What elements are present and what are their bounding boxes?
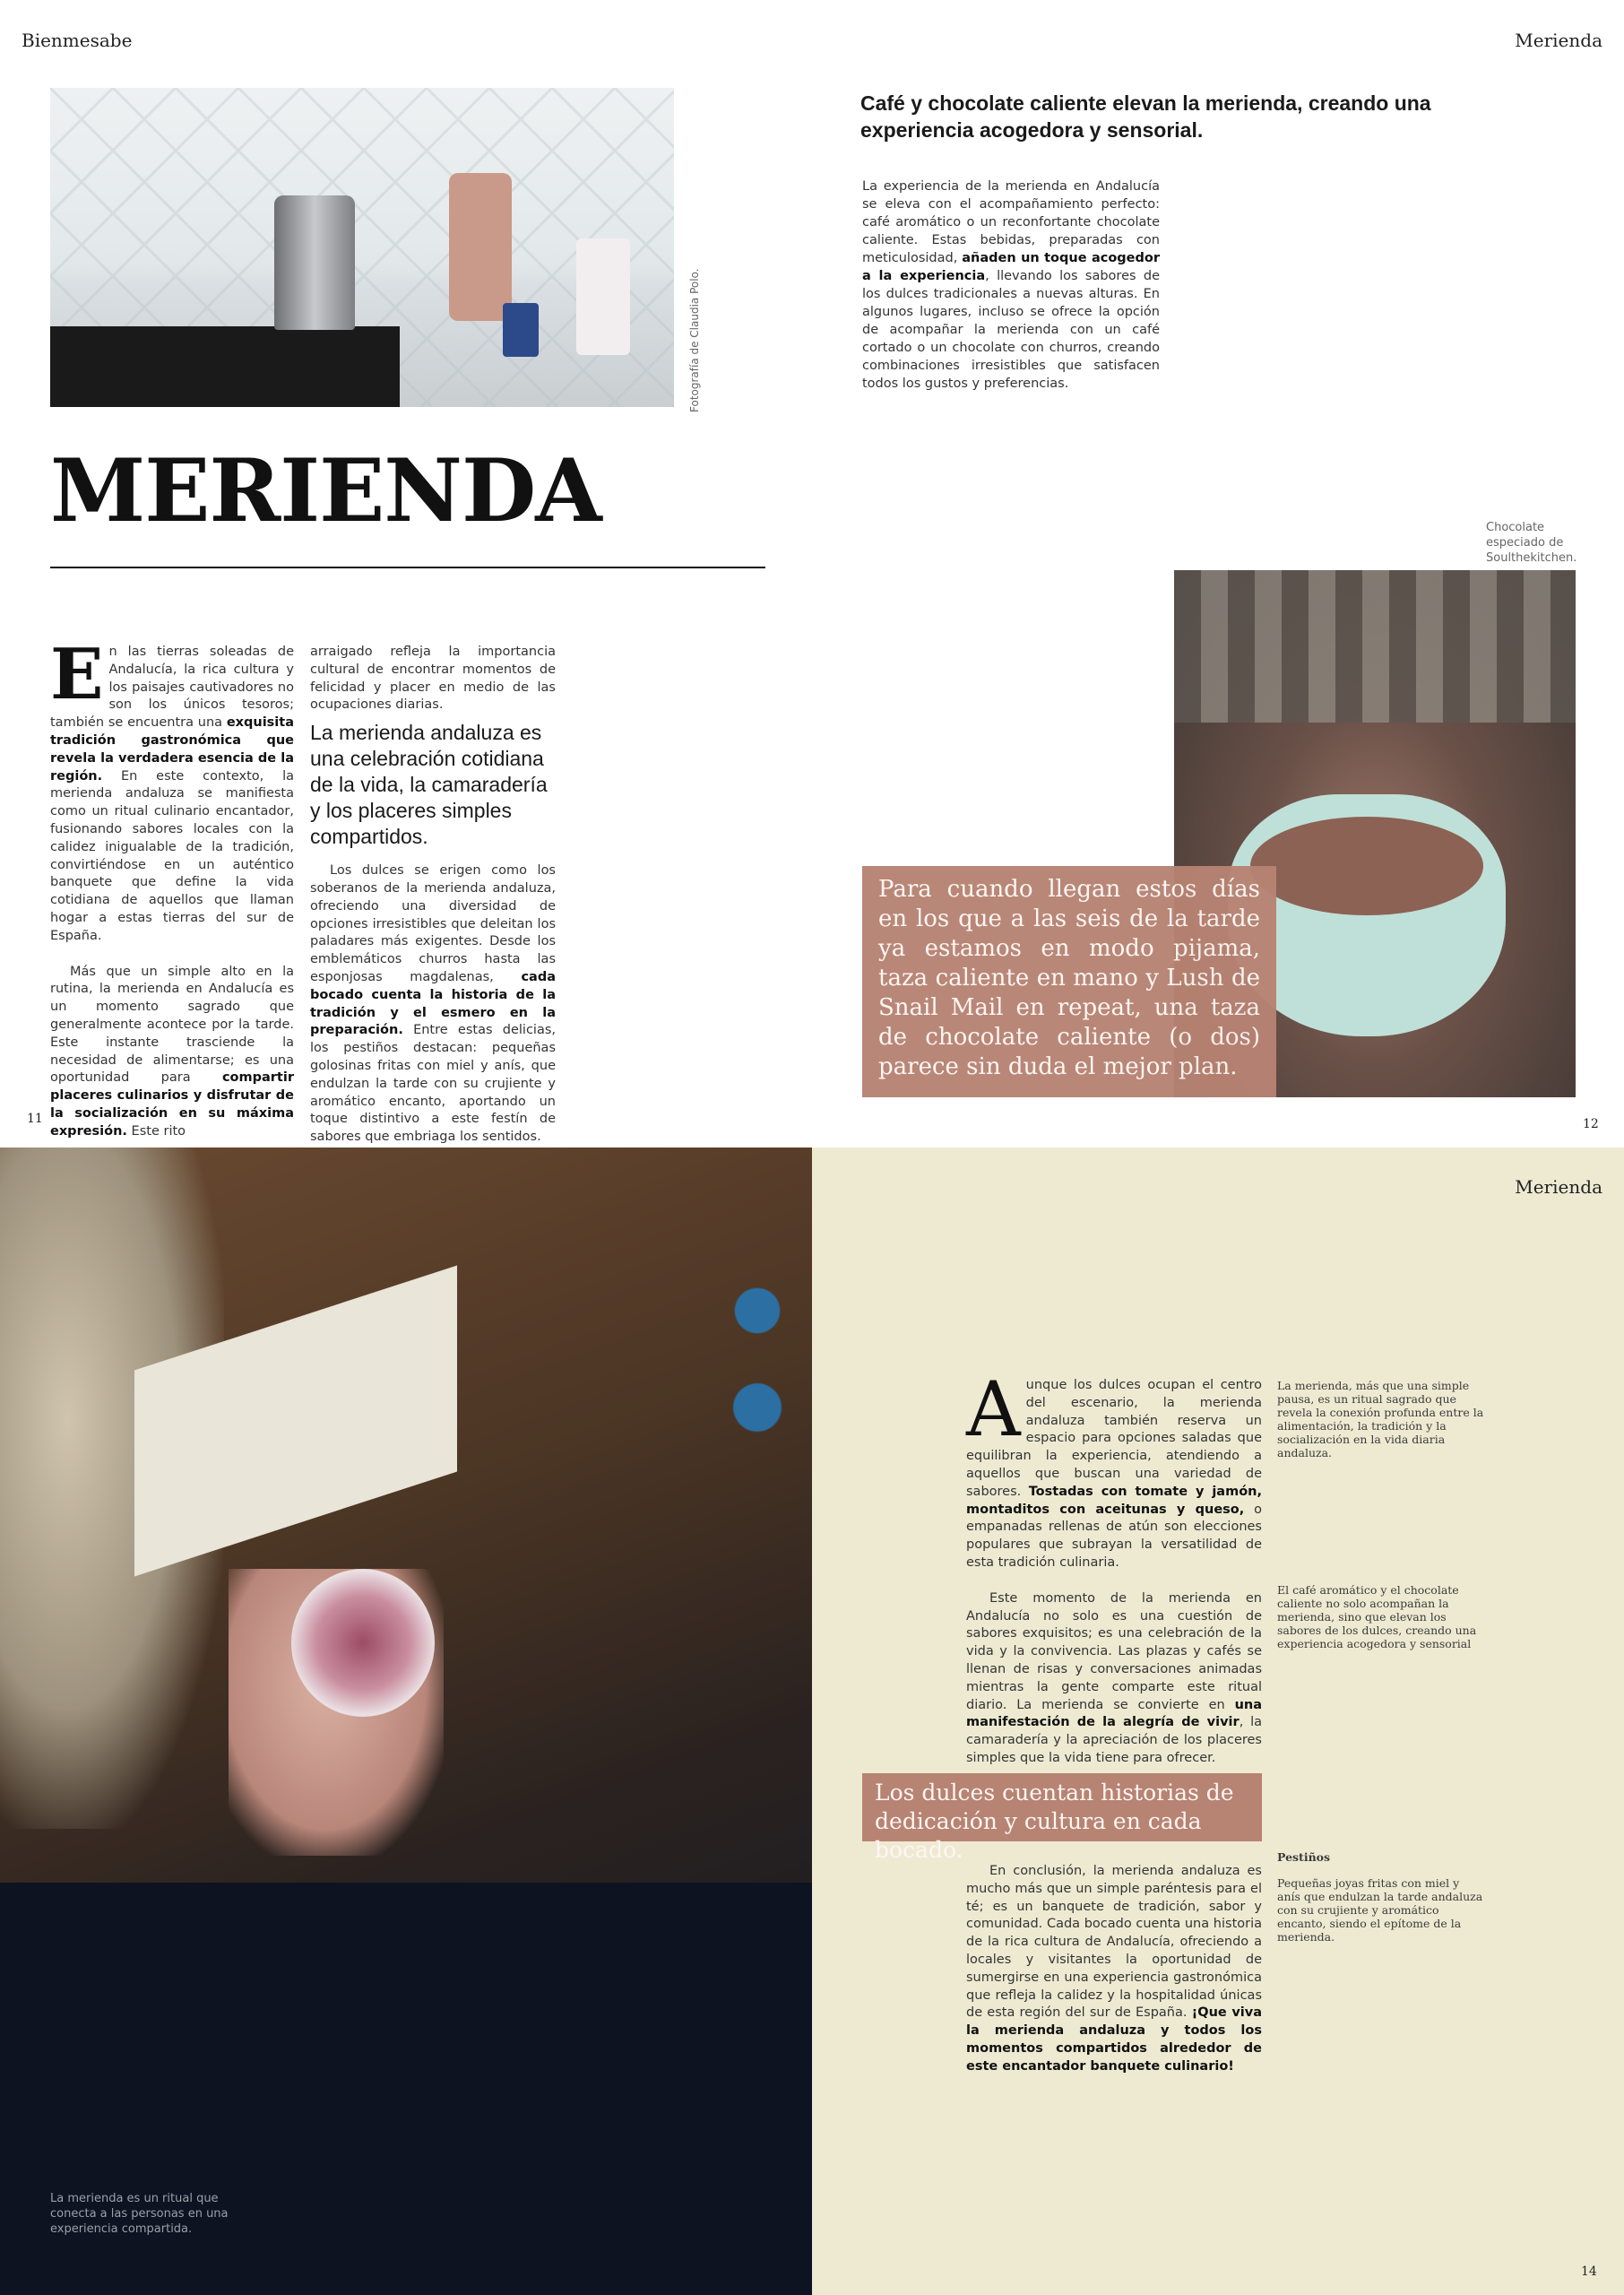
section-name-page-14: Merienda — [1515, 1176, 1602, 1198]
side-note-3: Pestiños Pequeñas joyas fritas con miel y anís que endulzan la tarde andaluza con su crujiente y aromático encanto, siendo el epítome de la merienda. — [1277, 1850, 1485, 1944]
article-column-3: Aunque los dulces ocupan el centro del escenario, la merienda andaluza también reserva un espacio para opciones saladas que equilibran la experiencia, atendiendo a aquellos que buscan una variedad de sabores. Tostadas con tomate y jamón, montaditos con aceitunas y queso, o empanadas rellenas de atún son elecciones populares que subrayan la versatilidad de esta tradición culinaria. Este momento de la merienda en Andalucía no solo es una cuestión de sabores exquisitos; es una celebración de la vida y la convivencia. Las plazas y cafés se llenan de risas y conversaciones animadas mientras la gente comparte este ritual diario. La merienda se convierte en una manifestación de la alegría de vivir, la camaradería y la apreciación de los placeres simples que la vida tiene para ofrecer. — [966, 1365, 1262, 1765]
chocolate-photo-caption: Chocolate especiado de Soulthekitchen. — [1486, 521, 1577, 565]
side-note-2: El café aromático y el chocolate caliente no solo acompañan la merienda, sino que elevan los sabores de los dulces, creando una experiencia acogedora y sensorial — [1277, 1583, 1477, 1650]
side-note-1: La merienda, más que una simple pausa, es un ritual sagrado que revela la conexión profunda entre la alimentación, la tradición y la socialización en la vida diaria andaluza. — [1277, 1379, 1484, 1459]
kitchen-coffee-maker-photo — [50, 88, 674, 407]
photo-credit: Fotografía de Claudia Polo. — [688, 268, 701, 412]
intro-paragraph: La experiencia de la merienda en Andalucía se eleva con el acompañamiento perfecto: café aromático o un reconfortante chocolate caliente. Estas bebidas, preparadas con meticulosidad, añaden un toque acogedor a la experiencia, llevando los sabores de los dulces tradicionales a nuevas alturas. En algunos lugares, incluso se ofrece la opción de acompañar la merienda con un café cortado o un chocolate con churros, creando combinaciones irresistibles que satisfacen todos los gustos y preferencias. — [862, 179, 1160, 391]
section-subtitle: Café y chocolate caliente elevan la merienda, creando una experiencia acogedora y sensorial. — [860, 91, 1431, 142]
title-divider — [50, 567, 765, 568]
article-column-1: En las tierras soleadas de Andalucía, la rica cultura y los paisajes cautivadores no son los únicos tesoros; también se encuentra una exquisita tradición gastronómica que revela la verdadera esencia de la región. En este contexto, la merienda andaluza se manifiesta como un ritual culinario encantador, fusionando sabores locales con la calidez inigualable de la tradición, convirtiéndose en un auténtico banquete que define la vida cotidiana de aquellos que llaman hogar a estas tierras del sur de España. Más que un simple alto en la rutina, la merienda en Andalucía es un momento sagrado que generalmente acontece por la tarde. Este instante trasciende la necesidad de alimentarse; es una oportunidad para compartir placeres culinarios y disfrutar de la socialización en su máxima expresión. Este rito — [50, 634, 294, 1139]
drop-cap-a: A — [966, 1365, 1021, 1453]
article-column-4: En conclusión, la merienda andaluza es mucho más que un simple paréntesis para el té; es un banquete de tradición, sabor y comunidad. Cada bocado cuenta una historia de la rica cultura de Andalucía, ofreciendo a locales y visitantes la oportunidad de sumergirse en una experiencia gastronómica que refleja la calidez y la hospitalidad únicas de esta región del sur de España. ¡Que viva la merienda andaluza y todos los momentos compartidos alrededor de este encantador banquete culinario! — [966, 1864, 1262, 2074]
section-name: Merienda — [1515, 30, 1602, 51]
highlight-quote-box-2: Los dulces cuentan historias de dedicación y cultura en cada bocado. — [862, 1773, 1262, 1841]
side-note-3-title: Pestiños — [1277, 1850, 1331, 1864]
pull-quote: La merienda andaluza es una celebración cotidiana de la vida, la camaradería y los placeres simples compartidos. — [310, 721, 548, 849]
highlight-quote-box: Para cuando llegan estos días en los que a las seis de la tarde ya estamos en modo pijama, taza caliente en mano y Lush de Snail Mail en repeat, una taza de chocolate caliente (o dos) parece sin duda el mejor plan. — [862, 866, 1276, 1097]
magazine-name: Bienmesabe — [22, 30, 133, 51]
page-number-11: 11 — [27, 1112, 43, 1126]
article-column-2: arraigado refleja la importancia cultural de encontrar momentos de felicidad y placer en medio de las ocupaciones diarias. La merienda andaluza es una celebración cotidiana de la vida, la camaradería y los placeres simples compartidos. Los dulces se erigen como los soberanos de la merienda andaluza, ofreciendo una diversidad de opciones irresistibles que deleitan los paladares más exigentes. Desde los emblemáticos churros hasta las esponjosas magdalenas, cada bocado cuenta la historia de la tradición y el esmero en la preparación. Entre estas delicias, los pestiños destacan: pequeñas golosinas fritas con miel y anís, que endulzan la tarde con su crujiente y aromático encanto, aportando un toque distintivo a este festín de sabores que embriaga los sentidos. — [310, 645, 556, 1145]
page-number-14: 14 — [1581, 2265, 1597, 2279]
elderly-hands-glass-photo — [0, 1148, 812, 2295]
page-number-12: 12 — [1583, 1117, 1599, 1131]
drop-cap: E — [50, 634, 104, 715]
page-title: MERIENDA — [50, 440, 601, 541]
photo-caption: La merienda es un ritual que conecta a las personas en una experiencia compartida. — [50, 2192, 229, 2236]
